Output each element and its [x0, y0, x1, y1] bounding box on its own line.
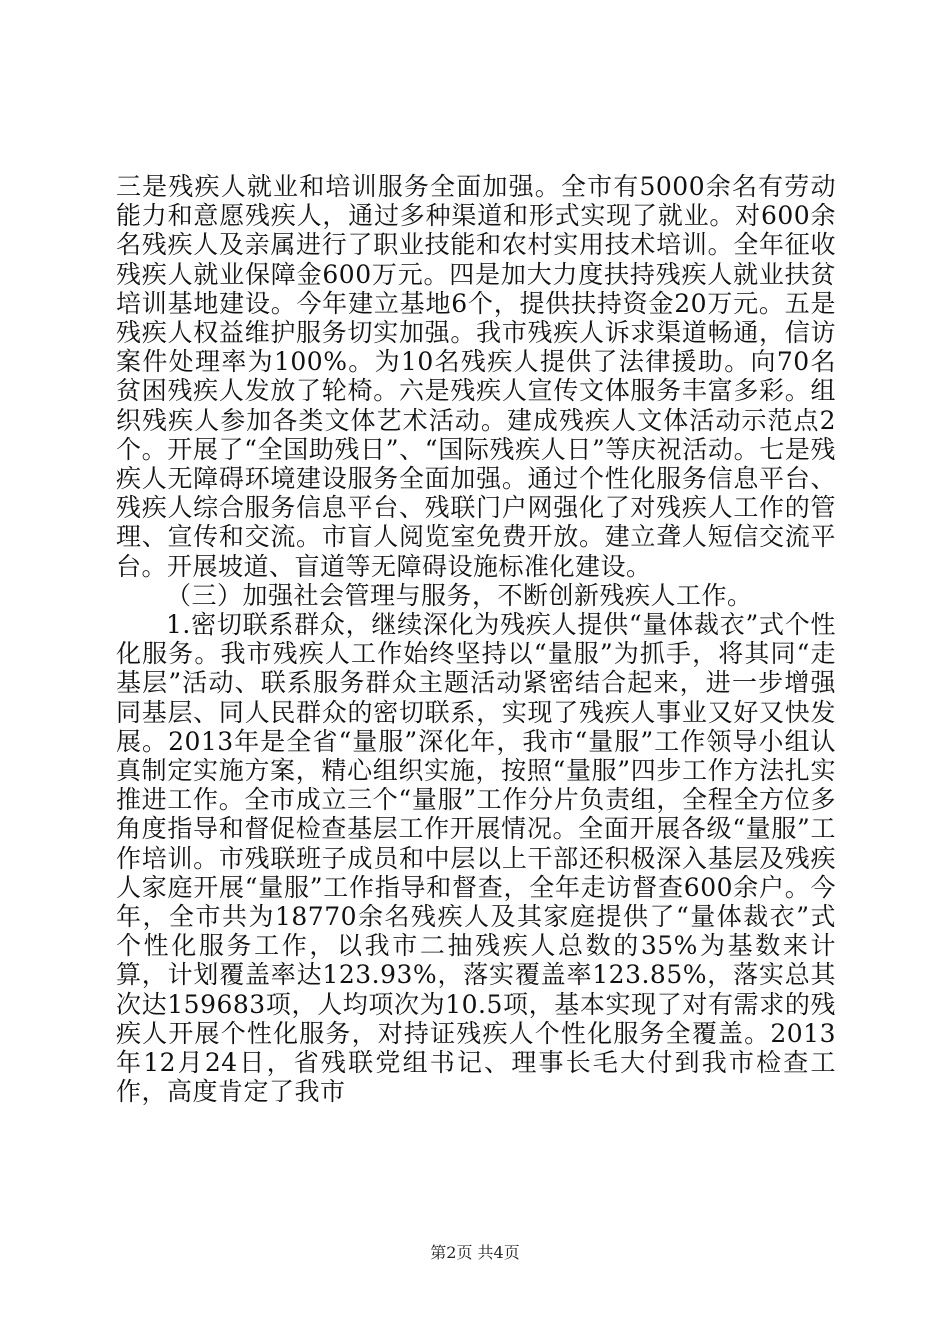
section-heading-3: （三）加强社会管理与服务，不断创新残疾人工作。 [166, 580, 753, 610]
page-number-footer: 第2页 共4页 [430, 1243, 520, 1262]
paragraph-services: 三是残疾人就业和培训服务全面加强。全市有5000余名有劳动能力和意愿残疾人，通过多种渠道和形式实现了就业。对600余名残疾人及亲属进行了职业技能和农村实用技术培训。全年征收残疾人就业保障金600万元。四是加大力度扶持残疾人就业扶贫培训基地建设。今年建立基地6个，提供扶持资金20万元。五是残疾人权益维护服务切实加强。我市残疾人诉求渠道畅通，信访案件处理率为100%。为10名残疾人提供了法律援助。向70名贫困残疾人发放了轮椅。六是残疾人宣传文体服务丰富多彩。组织残疾人参加各类文体艺术活动。建成残疾人文体活动示范点2个。开展了“全国助残日”、“国际残疾人日”等庆祝活动。七是残疾人无障碍环境建设服务全面加强。通过个性化服务信息平台、残疾人综合服务信息平台、残联门户网强化了对残疾人工作的管理、宣传和交流。市盲人阅览室免费开放。建立聋人短信交流平台。开展坡道、盲道等无障碍设施标准化建设。 [116, 172, 836, 581]
paragraph-personalized-service: 1.密切联系群众，继续深化为残疾人提供“量体裁衣”式个性化服务。我市残疾人工作始终坚持以“量服”为抓手，将其同“走基层”活动、联系服务群众主题活动紧密结合起来，进一步增强同基层、同人民群众的密切联系，实现了残疾人事业又好又快发展。2013年是全省“量服”深化年，我市“量服”工作领导小组认真制定实施方案，精心组织实施，按照“量服”四步工作方法扎实推进工作。全市成立三个“量服”工作分片负责组，全程全方位多角度指导和督促检查基层工作开展情况。全面开展各级“量服”工作培训。市残联班子成员和中层以上干部还积极深入基层及残疾人家庭开展“量服”工作指导和督查，全年走访督查600余户。今年，全市共为18770余名残疾人及其家庭提供了“量体裁衣”式个性化服务工作，以我市二抽残疾人总数的35%为基数来计算，计划覆盖率达123.93%，落实覆盖率123.85%，落实总其次达159683项，人均项次为10.5项，基本实现了对有需求的残疾人开展个性化服务，对持证残疾人个性化服务全覆盖。2013年12月24日，省残联党组书记、理事长毛大付到我市检查工作，高度肯定了我市 [116, 610, 836, 1107]
document-body [116, 172, 836, 1107]
